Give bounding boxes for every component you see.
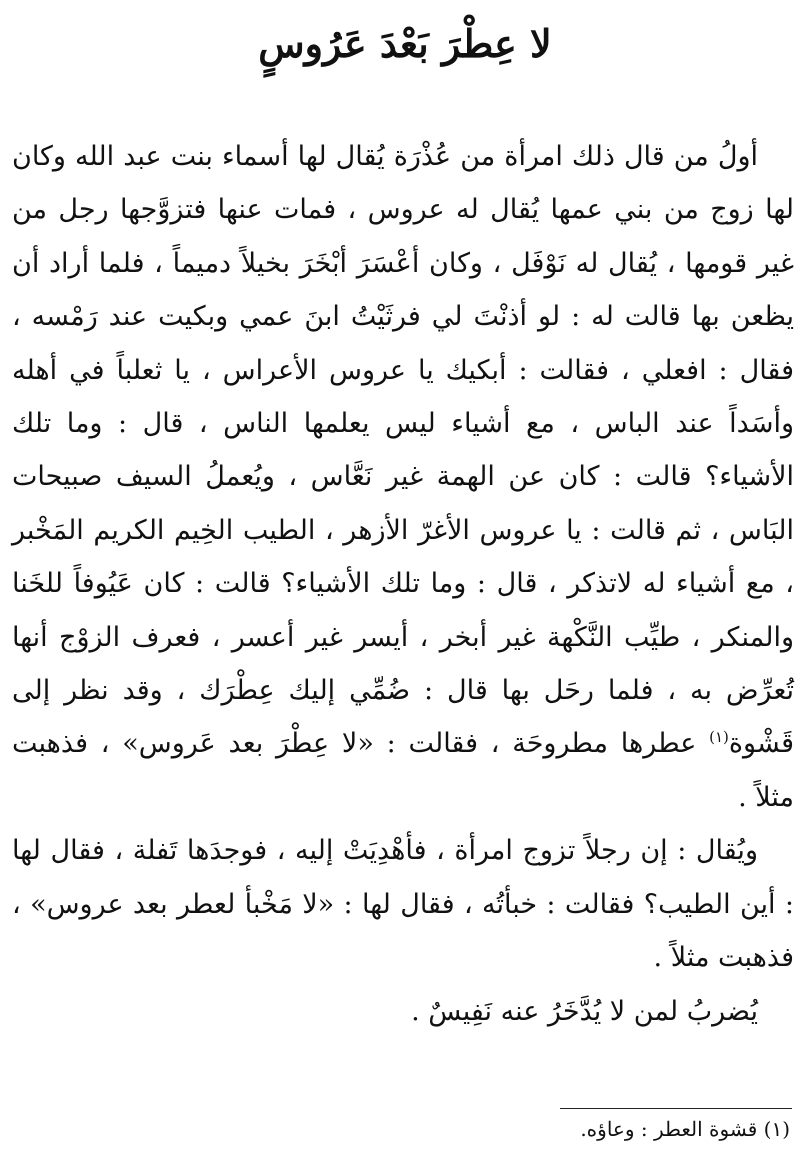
- paragraph-2: [12, 824, 794, 984]
- paragraph-1-continuation: عطرها مطروحَة ، فقالت : «لا عِطْرَ بعد عَروس» ، فذهبت مثلاً .: [12, 728, 794, 813]
- footnote-reference[interactable]: (١): [709, 728, 729, 747]
- paragraph-3-text: يُضربُ لمن لا يُدَّخَرُ عنه نَفِيسٌ .: [411, 995, 758, 1027]
- page-title: لا عِطْرَ بَعْدَ عَرُوسٍ: [258, 21, 552, 66]
- paragraph-2-text: ويُقال : إن رجلاً تزوج امرأة ، فأهْدِيَتْ إليه ، فوجدَها تَفلة ، فقال لها : أين الطيب؟ فقالت : خبأتُه ، فقال لها : «لا مَخْبأ لعطر بعد عروس» ، فذهبت مثلاً .: [12, 835, 794, 974]
- footnote-divider: [560, 1108, 792, 1109]
- paragraph-1-text: أولُ من قال ذلك امرأة من عُذْرَة يُقال لها أسماء بنت عبد الله وكان لها زوج من بني عمها يُقال له عروس ، فمات عنها فتزوَّجها رجل من غير قومها ، يُقال له نَوْفَل ، وكان أعْسَرَ أبْخَرَ بخيلاً دميماً ، فلما أراد أن يظعن بها قالت له : لو أذنْتَ لي فرثَيْتُ ابنَ عمي وبكيت عند رَمْسه ، فقال : افعلي ، فقالت : أبكيك يا عروس الأعراس ، يا ثعلباً في أهله وأسَداً عند الباس ، مع أشياء ليس يعلمها الناس ، قال : وما تلك الأشياء؟ قالت : كان عن الهمة غير نَعَّاس ، ويُعملُ السيف صبيحات البَاس ، ثم قالت : يا عروس الأغرّ الأزهر ، الطيب الخِيم الكريم المَخْبر ، مع أشياء له لاتذكر ، قال : وما تلك الأشياء؟ قالت : كان عَيُوفاً للخَنا والمنكر ، طيِّب النَّكْهة غير أبخر ، أيسر غير أعسر ، فعرف الزوْج أنها تُعرِّض به ، فلما رحَل بها قال : ضُمِّي إليك عِطْرَك ، وقد نظر إلى قَشْوة: [12, 141, 794, 760]
- main-text: [12, 130, 794, 1038]
- paragraph-1: [12, 130, 794, 824]
- footnote: (١) قشوة العطر : وعاؤه.: [580, 1117, 790, 1141]
- paragraph-3: [12, 985, 794, 1038]
